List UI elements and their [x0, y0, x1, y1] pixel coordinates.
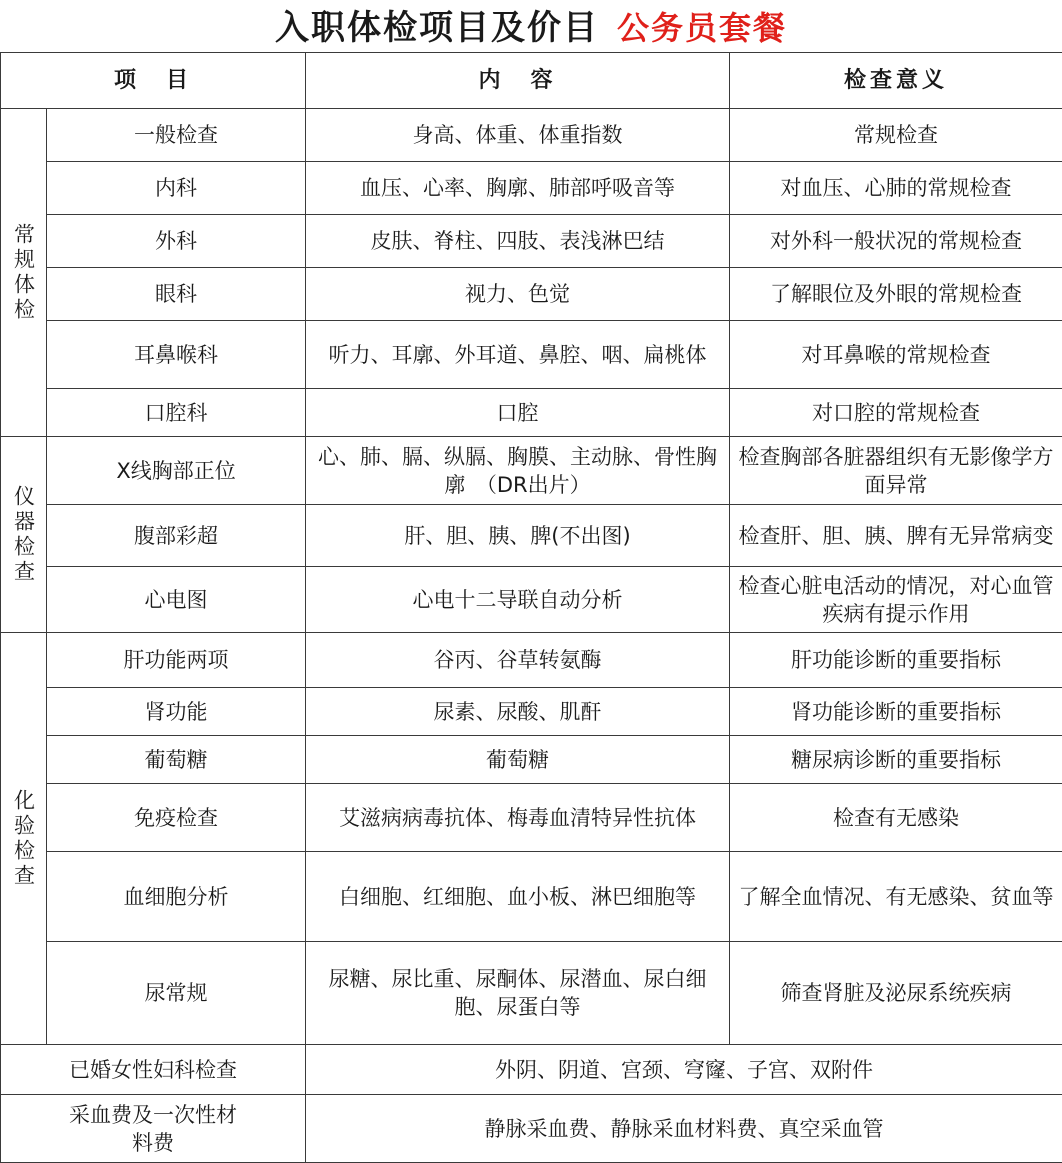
row-content: 听力、耳廓、外耳道、鼻腔、咽、扁桃体 — [306, 321, 730, 389]
page-title — [0, 0, 1062, 52]
row-meaning: 了解眼位及外眼的常规检查 — [730, 268, 1062, 321]
row-content: 视力、色觉 — [306, 268, 730, 321]
row-item: 腹部彩超 — [47, 505, 306, 567]
table-row — [1, 736, 1062, 784]
table-row — [1, 942, 1062, 1045]
row-meaning: 筛查肾脏及泌尿系统疾病 — [730, 942, 1062, 1045]
extra-item: 采血费及一次性材料费 — [1, 1095, 306, 1163]
category-routine: 常规体检 — [1, 109, 47, 437]
row-meaning: 对口腔的常规检查 — [730, 389, 1062, 437]
row-content: 尿糖、尿比重、尿酮体、尿潜血、尿白细胞、尿蛋白等 — [306, 942, 730, 1045]
table-row — [1, 852, 1062, 942]
row-meaning: 检查有无感染 — [730, 784, 1062, 852]
table-row — [1, 784, 1062, 852]
row-content: 白细胞、红细胞、血小板、淋巴细胞等 — [306, 852, 730, 942]
row-content: 皮肤、脊柱、四肢、表浅淋巴结 — [306, 215, 730, 268]
row-meaning: 糖尿病诊断的重要指标 — [730, 736, 1062, 784]
table-row — [1, 215, 1062, 268]
row-content: 肝、胆、胰、脾(不出图) — [306, 505, 730, 567]
row-item: 眼科 — [47, 268, 306, 321]
row-item: 一般检查 — [47, 109, 306, 162]
row-meaning: 对耳鼻喉的常规检查 — [730, 321, 1062, 389]
row-content: 血压、心率、胸廓、肺部呼吸音等 — [306, 162, 730, 215]
table-row — [1, 389, 1062, 437]
row-meaning: 肾功能诊断的重要指标 — [730, 688, 1062, 736]
row-content: 艾滋病病毒抗体、梅毒血清特异性抗体 — [306, 784, 730, 852]
row-content: 身高、体重、体重指数 — [306, 109, 730, 162]
row-content: 葡萄糖 — [306, 736, 730, 784]
row-meaning: 检查肝、胆、胰、脾有无异常病变 — [730, 505, 1062, 567]
table-row — [1, 1045, 1062, 1095]
row-content: 尿素、尿酸、肌酐 — [306, 688, 730, 736]
row-item: 心电图 — [47, 567, 306, 633]
header-content: 内 容 — [306, 53, 730, 109]
title-package-name: 公务员套餐 — [617, 9, 787, 47]
row-meaning: 常规检查 — [730, 109, 1062, 162]
table-row — [1, 109, 1062, 162]
row-item: 血细胞分析 — [47, 852, 306, 942]
row-item: 尿常规 — [47, 942, 306, 1045]
table-row — [1, 567, 1062, 633]
row-meaning: 了解全血情况、有无感染、贫血等 — [730, 852, 1062, 942]
row-item: 口腔科 — [47, 389, 306, 437]
table-row — [1, 437, 1062, 505]
table-row — [1, 1095, 1062, 1163]
extra-item: 已婚女性妇科检查 — [1, 1045, 306, 1095]
header-meaning: 检查意义 — [730, 53, 1062, 109]
row-item: 免疫检查 — [47, 784, 306, 852]
row-item: 内科 — [47, 162, 306, 215]
row-item: 葡萄糖 — [47, 736, 306, 784]
row-item: 肝功能两项 — [47, 633, 306, 688]
row-item: 肾功能 — [47, 688, 306, 736]
row-item: 耳鼻喉科 — [47, 321, 306, 389]
row-content: 心电十二导联自动分析 — [306, 567, 730, 633]
row-content: 口腔 — [306, 389, 730, 437]
row-meaning: 检查心脏电活动的情况，对心血管疾病有提示作用 — [730, 567, 1062, 633]
row-meaning: 对血压、心肺的常规检查 — [730, 162, 1062, 215]
extra-content: 静脉采血费、静脉采血材料费、真空采血管 — [306, 1095, 1062, 1163]
extra-content: 外阴、阴道、宫颈、穹窿、子宫、双附件 — [306, 1045, 1062, 1095]
category-lab: 化验检查 — [1, 633, 47, 1045]
row-meaning: 肝功能诊断的重要指标 — [730, 633, 1062, 688]
category-instrument: 仪器检查 — [1, 437, 47, 633]
row-content: 心、肺、膈、纵膈、胸膜、主动脉、骨性胸廓 （DR出片） — [306, 437, 730, 505]
title-main: 入职体检项目及价目 — [275, 8, 599, 48]
row-item: X线胸部正位 — [47, 437, 306, 505]
table-row — [1, 505, 1062, 567]
row-item: 外科 — [47, 215, 306, 268]
table-row — [1, 321, 1062, 389]
table-row — [1, 268, 1062, 321]
header-item: 项 目 — [1, 53, 306, 109]
row-content: 谷丙、谷草转氨酶 — [306, 633, 730, 688]
table-row — [1, 633, 1062, 688]
table-header-row — [1, 53, 1062, 109]
table-row — [1, 688, 1062, 736]
table-row — [1, 162, 1062, 215]
row-meaning: 对外科一般状况的常规检查 — [730, 215, 1062, 268]
row-meaning: 检查胸部各脏器组织有无影像学方面异常 — [730, 437, 1062, 505]
checkup-table — [0, 52, 1062, 1163]
